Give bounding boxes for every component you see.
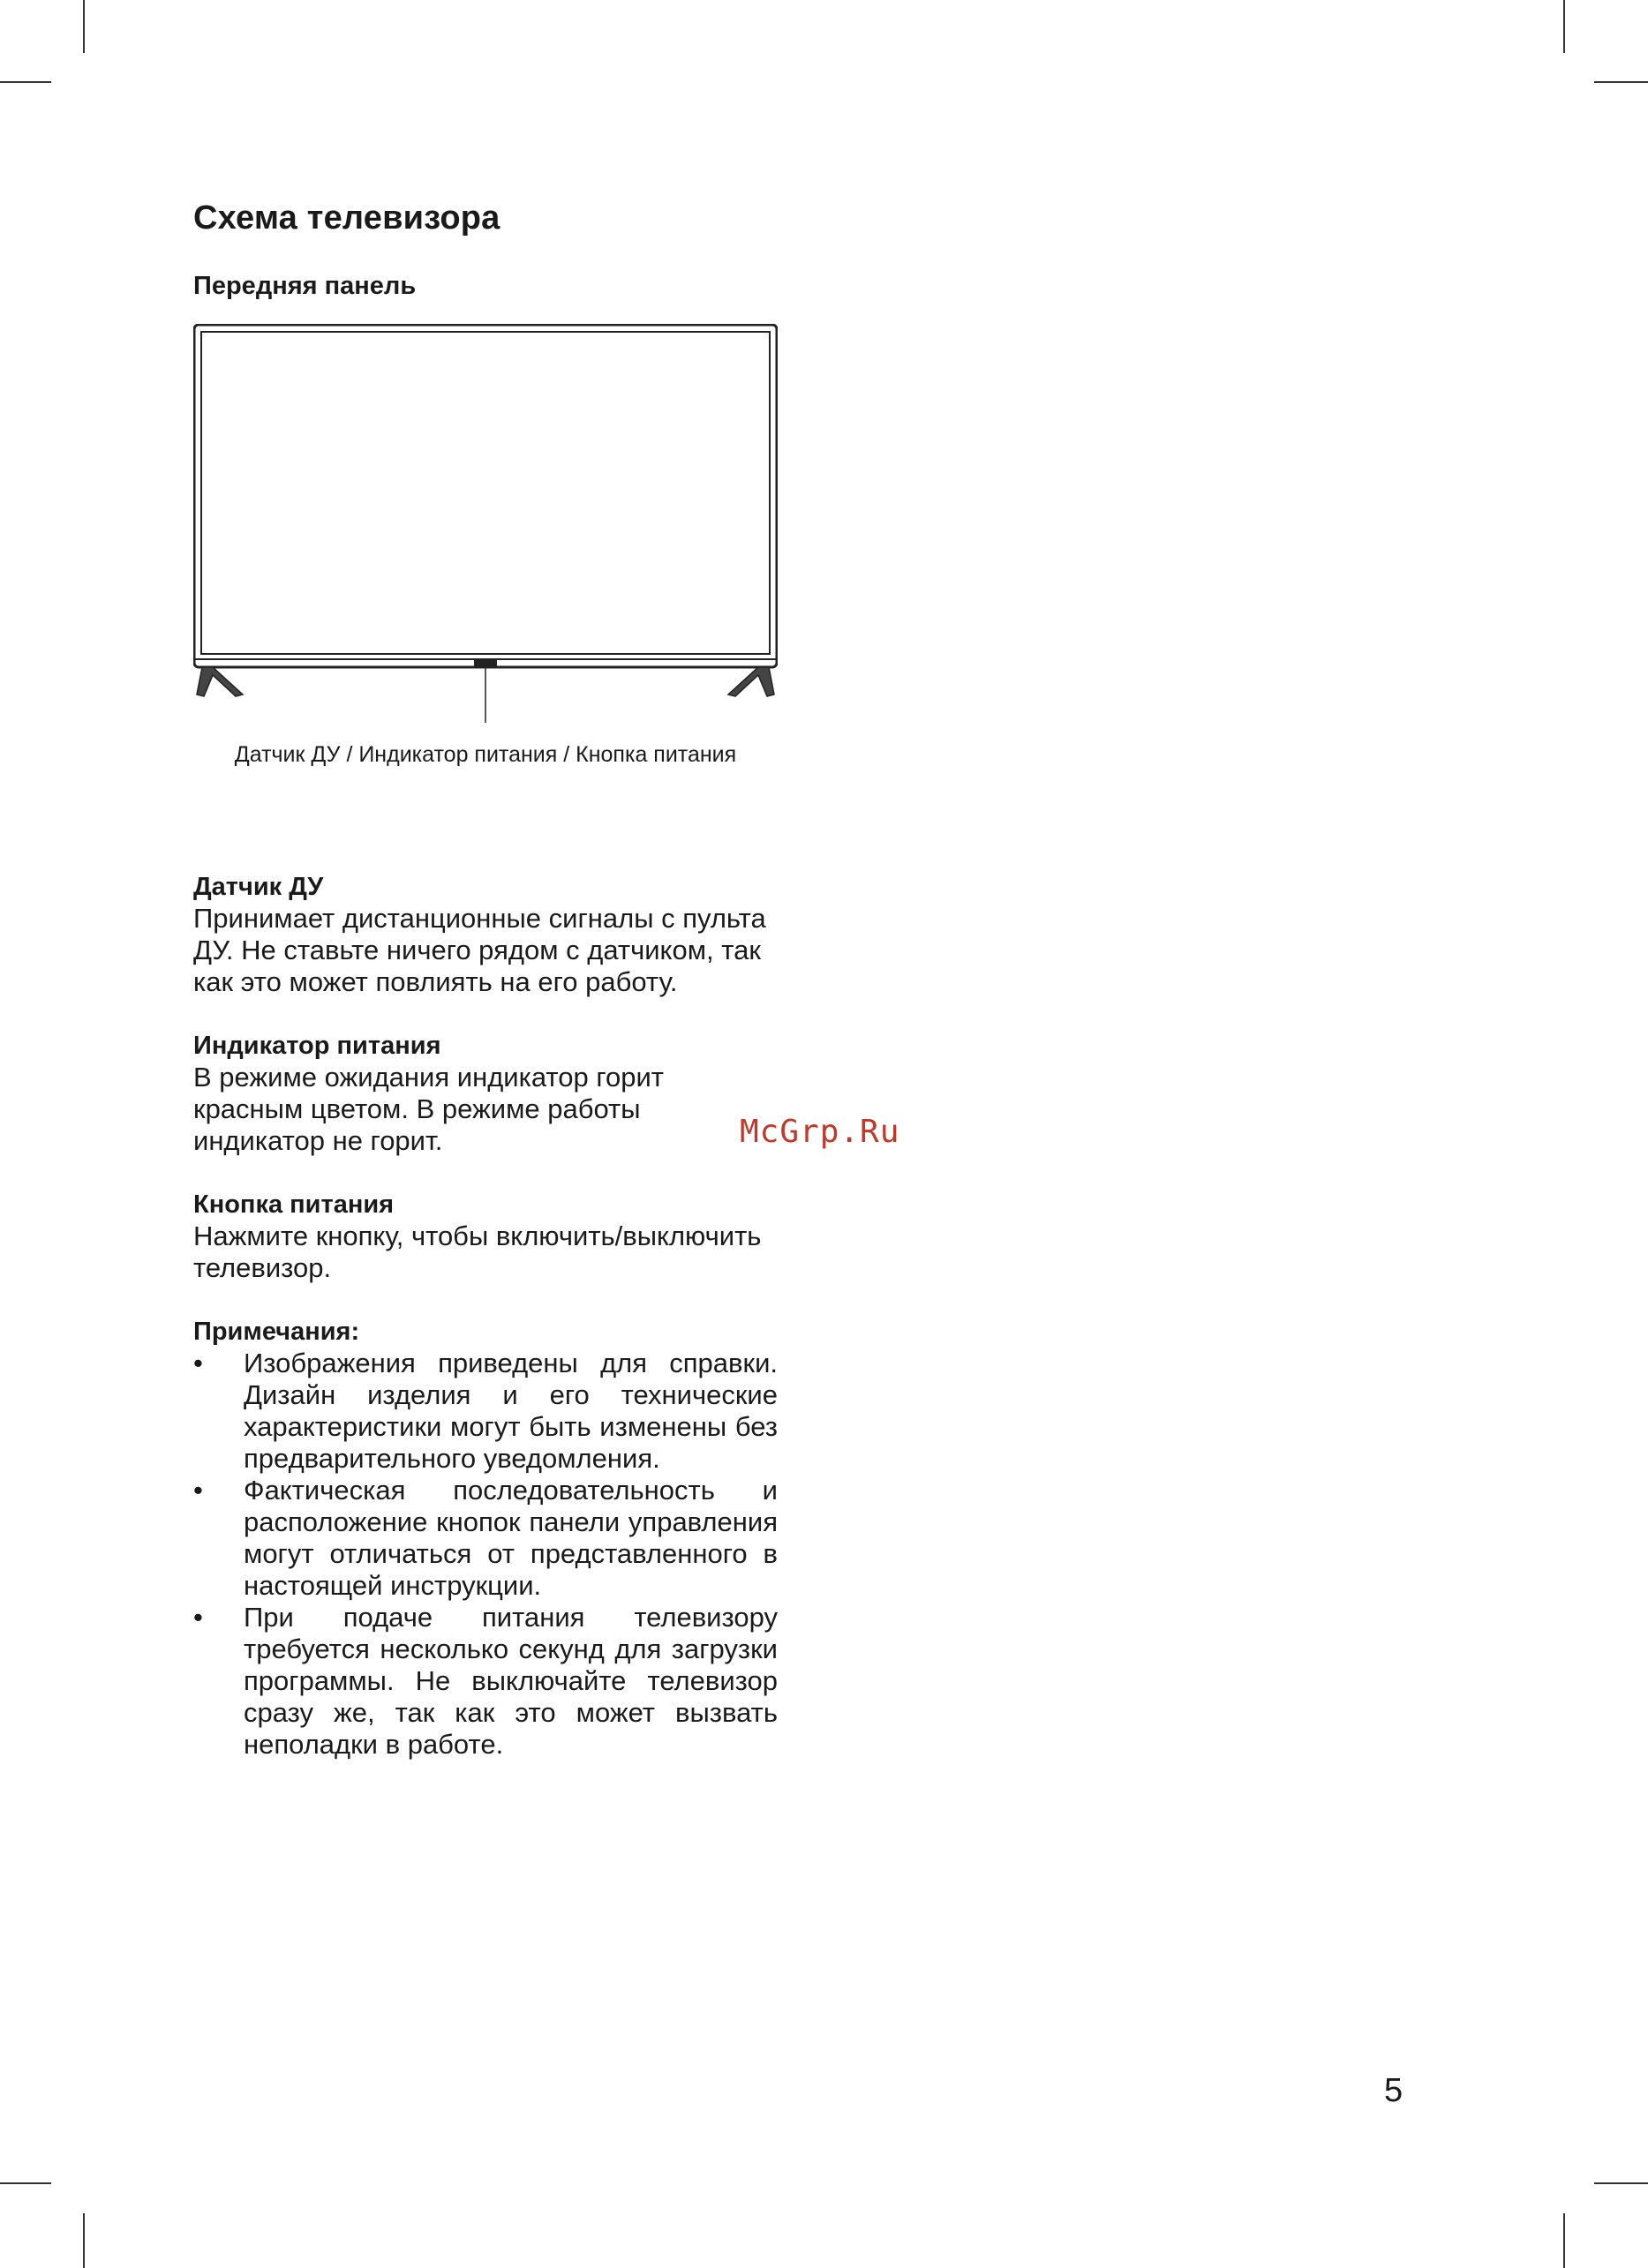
bullet-icon: • xyxy=(193,1348,203,1379)
list-item xyxy=(193,1348,778,1475)
crop-mark xyxy=(1563,0,1565,53)
note-text: Изображения приведены для справки. Дизайн изделия и его технические характеристики могут быть изменены без предварительного уведомления. xyxy=(244,1348,778,1475)
note-text: При подаче питания телевизору требуется несколько секунд для загрузки программы. Не выключайте телевизор сразу же, так как это может вызвать неполадки в работе. xyxy=(244,1602,778,1761)
bullet-icon: • xyxy=(193,1475,203,1506)
section-heading: Индикатор питания xyxy=(193,1032,441,1061)
list-item xyxy=(193,1602,778,1761)
remote-sensor-icon xyxy=(474,660,497,667)
crop-mark xyxy=(83,0,85,53)
watermark: McGrp.Ru xyxy=(740,1114,900,1150)
crop-mark xyxy=(0,2182,51,2184)
diagram-caption: Датчик ДУ / Индикатор питания / Кнопка питания xyxy=(234,742,737,768)
right-stand-icon xyxy=(728,667,774,696)
section-text: В режиме ожидания индикатор горит красным цветом. В режиме работы индикатор не горит. xyxy=(193,1062,664,1157)
tv-illustration xyxy=(193,324,778,853)
bullet-icon: • xyxy=(193,1602,203,1633)
note-text: Фактическая последовательность и расположение кнопок панели управления могут отличаться от представленного в настоящей инструкции. xyxy=(244,1475,778,1602)
page-number: 5 xyxy=(1384,2072,1403,2109)
page-title: Схема телевизора xyxy=(193,199,500,237)
tv-outer-frame xyxy=(194,325,777,667)
crop-mark xyxy=(1594,81,1648,83)
page-content xyxy=(193,199,778,1761)
notes-section xyxy=(193,1316,778,1761)
section-heading: Кнопка питания xyxy=(193,1190,395,1220)
crop-mark xyxy=(83,2213,85,2268)
section-heading: Датчик ДУ xyxy=(193,873,324,902)
list-item xyxy=(193,1475,778,1602)
crop-mark xyxy=(1563,2213,1565,2268)
left-stand-icon xyxy=(197,667,243,696)
power-indicator-section xyxy=(193,1030,778,1157)
remote-sensor-section xyxy=(193,871,778,998)
section-text: Нажмите кнопку, чтобы включить/выключить телевизор. xyxy=(193,1220,762,1284)
notes-heading: Примечания: xyxy=(193,1318,360,1347)
power-button-section xyxy=(193,1189,778,1284)
crop-mark xyxy=(1594,2182,1648,2184)
crop-mark xyxy=(0,81,51,83)
tv-front-panel-diagram xyxy=(193,324,778,889)
section-subtitle: Передняя панель xyxy=(193,271,417,300)
tv-screen xyxy=(201,332,770,654)
section-text: Принимает дистанционные сигналы с пульта ДУ. Не ставьте ничего рядом с датчиком, так как это может повлиять на его работу. xyxy=(193,903,766,998)
notes-list xyxy=(193,1348,778,1761)
